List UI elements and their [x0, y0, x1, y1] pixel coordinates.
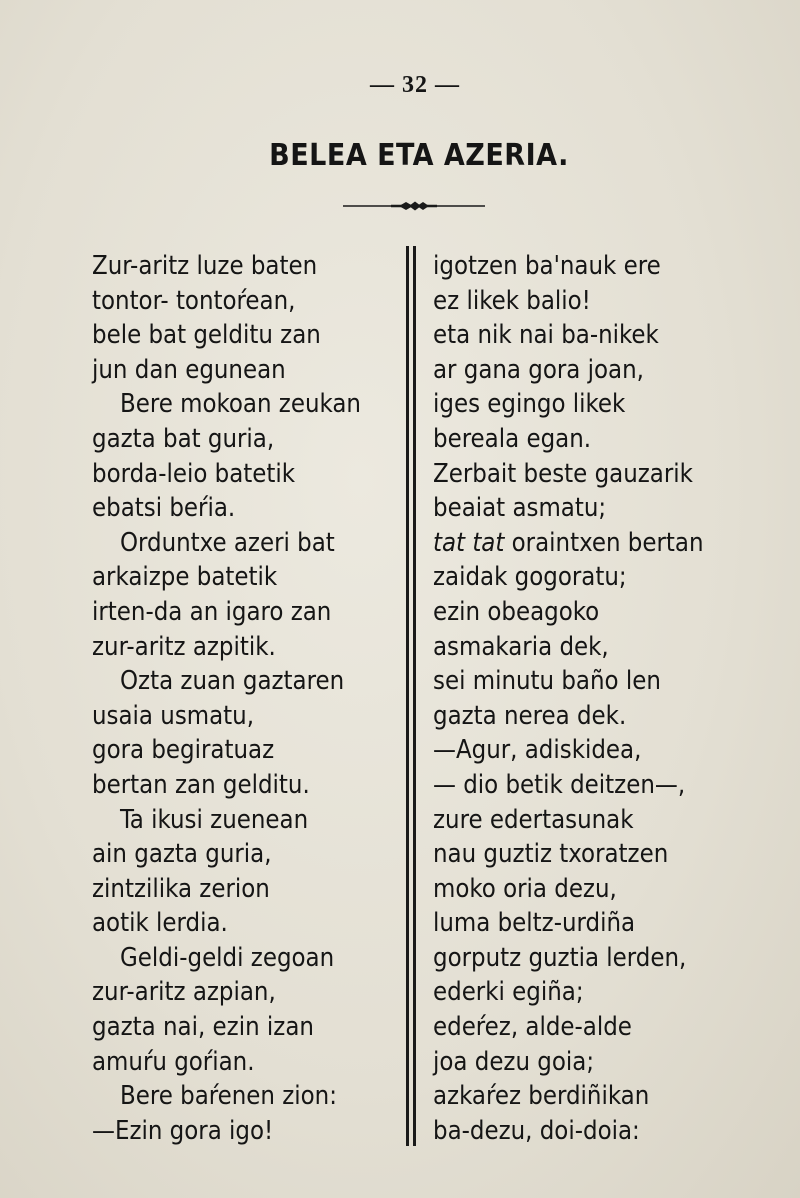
poem-line: Orduntxe azeri bat	[120, 527, 335, 558]
poem-line: zur-aritz azpian,	[92, 977, 276, 1008]
poem-line: zure edertasunak	[433, 804, 634, 835]
right-column	[433, 249, 773, 1148]
poem-line: gazta bat guria,	[92, 423, 275, 454]
poem-line: Bere baŕenen zion:	[120, 1081, 337, 1112]
poem-line: ar gana gora joan,	[433, 354, 644, 385]
poem-line: irten-da an igaro zan	[92, 596, 332, 627]
poem-line: tontor- tontoŕean,	[92, 285, 296, 316]
poem-line: borda-leio batetik	[92, 458, 296, 489]
poem-line: nau guztiz txoratzen	[433, 839, 669, 870]
poem-line: iges egingo likek	[433, 389, 626, 420]
poem-line: —Agur, adiskidea,	[433, 735, 642, 766]
poem-line: ba-dezu, doi-doia:	[433, 1115, 640, 1146]
poem-line: usaia usmatu,	[92, 700, 254, 731]
poem-line: jun dan egunean	[92, 354, 286, 385]
poem-line: ezin obeagoko	[433, 596, 600, 627]
poem-line: zintzilika zerion	[92, 873, 270, 904]
poem-line-italic: tat tat	[433, 527, 505, 558]
poem-line: luma beltz-urdiña	[433, 908, 636, 939]
poem-line: igotzen ba'nauk ere	[433, 251, 661, 281]
poem-line: Geldi-geldi zegoan	[120, 942, 335, 973]
poem-line: eta nik nai ba-nikek	[433, 320, 659, 351]
title-ornament	[343, 199, 485, 213]
poem-line: Zur-aritz luze baten	[92, 251, 318, 281]
poem-line: edeŕez, alde-alde	[433, 1012, 632, 1043]
poem-line: joa dezu goia;	[433, 1046, 595, 1077]
poem-line: ain gazta guria,	[92, 839, 272, 870]
poem-title: BELEA ETA AZERIA.	[269, 138, 569, 173]
poem-line: —Ezin gora igo!	[92, 1115, 274, 1146]
poem-line: bereala egan.	[433, 423, 592, 454]
poem-line: azkaŕez berdiñikan	[433, 1081, 650, 1112]
poem-line: gorputz guztia lerden,	[433, 942, 687, 973]
poem-line: — dio betik deitzen—,	[433, 769, 686, 800]
poem-line: zur-aritz azpitik.	[92, 631, 276, 662]
poem-line	[433, 526, 773, 561]
left-column	[92, 249, 392, 1148]
poem-line: bertan zan gelditu.	[92, 769, 310, 800]
page-number: — 32 —	[370, 72, 460, 98]
poem-line: ebatsi beŕia.	[92, 493, 236, 524]
poem-line: Ta ikusi zuenean	[120, 804, 309, 835]
poem-line: beaiat asmatu;	[433, 493, 607, 524]
column-divider	[406, 246, 416, 1146]
poem-line: aotik lerdia.	[92, 908, 228, 939]
poem-line: ederki egiña;	[433, 977, 584, 1008]
poem-line: gazta nerea dek.	[433, 700, 627, 731]
poem-line: moko oria dezu,	[433, 873, 617, 904]
poem-line: arkaizpe batetik	[92, 562, 278, 593]
poem-line: Bere mokoan zeukan	[120, 389, 361, 420]
poem-line: ez likek balio!	[433, 285, 591, 316]
poem-line: zaidak gogoratu;	[433, 562, 627, 593]
poem-line: Zerbait beste gauzarik	[433, 458, 693, 489]
poem-line: Ozta zuan gaztaren	[120, 666, 345, 697]
poem-line: sei minutu baño len	[433, 666, 661, 697]
poem-line: gazta nai, ezin izan	[92, 1012, 314, 1043]
poem-line-rest: oraintxen bertan	[504, 527, 704, 558]
poem-line: gora begiratuaz	[92, 735, 275, 766]
poem-line: bele bat gelditu zan	[92, 320, 321, 351]
poem-line: asmakaria dek,	[433, 631, 609, 662]
poem-line: amuŕu goŕian.	[92, 1046, 255, 1077]
